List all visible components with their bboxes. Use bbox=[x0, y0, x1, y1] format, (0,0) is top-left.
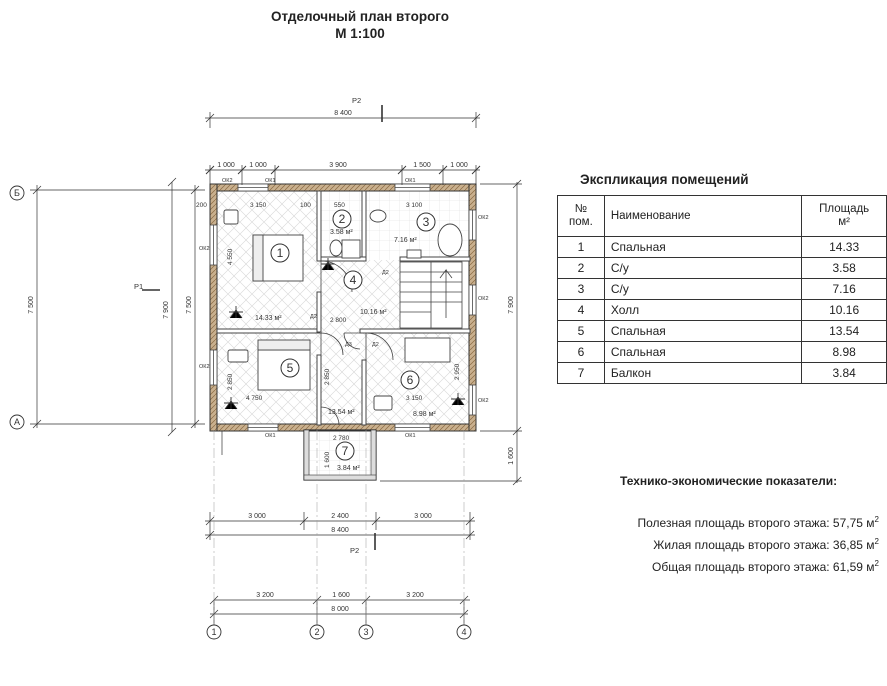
dim-text: 3 200 bbox=[406, 592, 424, 599]
inner-dim: 2 950 bbox=[454, 363, 461, 380]
table-row bbox=[558, 258, 887, 279]
chair-room-5 bbox=[228, 350, 248, 362]
inner-dim: 3 150 bbox=[250, 202, 267, 209]
shower-room-2 bbox=[342, 240, 360, 258]
inner-dim: 3 150 bbox=[406, 395, 423, 402]
toilet-room-2 bbox=[330, 240, 342, 256]
dim-text: 7 900 bbox=[163, 301, 170, 319]
room-number: 6 bbox=[406, 373, 414, 387]
plan-scale: М 1:100 bbox=[335, 26, 385, 41]
dim-text: 7 500 bbox=[28, 296, 35, 314]
dim-text: 1 000 bbox=[249, 162, 267, 169]
room-number: 5 bbox=[286, 361, 294, 375]
staircase bbox=[400, 262, 462, 328]
tep-label: Полезная площадь второго этажа: bbox=[637, 516, 830, 530]
tep-total-area bbox=[652, 559, 879, 574]
room-name: С/у bbox=[604, 279, 801, 300]
room-num: 6 bbox=[558, 342, 605, 363]
room-name: Балкон bbox=[604, 363, 801, 384]
table-row bbox=[558, 363, 887, 384]
inner-dim: 4 550 bbox=[227, 248, 234, 265]
window-mark: ОК1 bbox=[405, 178, 416, 184]
inner-dim: 100 bbox=[300, 202, 311, 209]
col-header-num: № пом. bbox=[558, 196, 605, 237]
room-area: 3.84 bbox=[802, 363, 887, 384]
explication-table bbox=[557, 195, 887, 384]
dim-text: 7 900 bbox=[508, 296, 515, 314]
chair-room-6 bbox=[374, 396, 392, 410]
table-row bbox=[558, 300, 887, 321]
inner-dim: 550 bbox=[334, 202, 345, 209]
col-header-name: Наименование bbox=[604, 196, 801, 237]
dim-text: 1 500 bbox=[413, 162, 431, 169]
room-num: 5 bbox=[558, 321, 605, 342]
room-number: 2 bbox=[338, 212, 346, 226]
room-number: 3 bbox=[422, 215, 430, 229]
section-mark-bottom: Р2 bbox=[350, 546, 360, 555]
area-label: 7.16 м² bbox=[394, 237, 417, 244]
table-row bbox=[558, 237, 887, 258]
room-number: 4 bbox=[349, 273, 357, 287]
door-mark: Д2 bbox=[372, 342, 379, 348]
axis-number: 3 bbox=[363, 627, 369, 637]
window-mark: ОК1 bbox=[265, 178, 276, 184]
area-label: 13.54 м² bbox=[328, 409, 355, 416]
door-mark: Д2 bbox=[310, 314, 317, 320]
tep-useful-area bbox=[638, 515, 880, 530]
tep-living-area bbox=[653, 537, 879, 552]
room-area: 8.98 bbox=[802, 342, 887, 363]
window-mark: ОК2 bbox=[199, 364, 210, 370]
axis-number: 1 bbox=[211, 627, 217, 637]
dim-text: 1 000 bbox=[450, 162, 468, 169]
tep-value: 61,59 м bbox=[832, 560, 875, 574]
bed-room-6 bbox=[405, 338, 450, 362]
dim-text: 3 200 bbox=[256, 592, 274, 599]
room-num: 4 bbox=[558, 300, 605, 321]
dim-text: 1 600 bbox=[508, 447, 515, 465]
window-mark: ОК1 bbox=[405, 433, 416, 439]
axis-letter: Б bbox=[14, 188, 20, 198]
dim-text: 8 400 bbox=[334, 110, 352, 117]
area-label: 8.98 м² bbox=[413, 411, 436, 418]
area-label: 10.16 м² bbox=[360, 309, 387, 316]
dim-text: 8 400 bbox=[331, 527, 349, 534]
window-mark: ОК2 bbox=[478, 296, 489, 302]
toilet-room-3 bbox=[370, 210, 386, 222]
dim-text: 1 000 bbox=[217, 162, 235, 169]
room-number: 7 bbox=[341, 444, 349, 458]
door-mark: Д2 bbox=[382, 270, 389, 276]
axis-number: 4 bbox=[461, 627, 467, 637]
inner-dim: 3 100 bbox=[406, 202, 423, 209]
room-area: 7.16 bbox=[802, 279, 887, 300]
dim-text: 3 900 bbox=[329, 162, 347, 169]
door-mark: Д3 bbox=[345, 342, 352, 348]
area-label: 3.58 м² bbox=[330, 229, 353, 236]
tep-value: 36,85 м bbox=[832, 538, 875, 552]
room-num: 7 bbox=[558, 363, 605, 384]
room-name: Спальная bbox=[604, 321, 801, 342]
chair-room-1 bbox=[224, 210, 238, 224]
dim-text: 3 000 bbox=[248, 513, 266, 520]
bathtub-room-3 bbox=[438, 224, 462, 256]
window-mark: ОК2 bbox=[478, 398, 489, 404]
table-row bbox=[558, 342, 887, 363]
window-mark: ОК1 bbox=[265, 433, 276, 439]
inner-dim: 2 800 bbox=[330, 317, 347, 324]
room-area: 14.33 bbox=[802, 237, 887, 258]
window-mark: ОК2 bbox=[222, 178, 233, 184]
tep-label: Жилая площадь второго этажа: bbox=[653, 538, 830, 552]
room-num: 3 bbox=[558, 279, 605, 300]
dim-text: 7 500 bbox=[186, 296, 193, 314]
dim-text: 1 600 bbox=[332, 592, 350, 599]
explication-title: Экспликация помещений bbox=[580, 172, 749, 187]
window-mark: ОК2 bbox=[478, 215, 489, 221]
room-name: С/у bbox=[604, 258, 801, 279]
area-label: 3.84 м² bbox=[337, 465, 360, 472]
dim-text: 3 000 bbox=[414, 513, 432, 520]
room-num: 1 bbox=[558, 237, 605, 258]
inner-dim: 2 850 bbox=[227, 373, 234, 390]
dim-text: 2 400 bbox=[331, 513, 349, 520]
room-number: 1 bbox=[276, 246, 284, 260]
dim-text: 8 000 bbox=[331, 606, 349, 613]
axis-number: 2 bbox=[314, 627, 320, 637]
sink-room-3 bbox=[407, 250, 421, 258]
inner-dim: 4 750 bbox=[246, 395, 263, 402]
tep-unit-power: 2 bbox=[874, 515, 879, 524]
room-area: 10.16 bbox=[802, 300, 887, 321]
table-row bbox=[558, 321, 887, 342]
section-mark-left: Р1 bbox=[134, 282, 144, 291]
inner-dim: 2 850 bbox=[324, 368, 331, 385]
tep-label: Общая площадь второго этажа: bbox=[652, 560, 830, 574]
inner-dim: 200 bbox=[196, 202, 207, 209]
room-area: 3.58 bbox=[802, 258, 887, 279]
col-header-area: Площадь м² bbox=[802, 196, 887, 237]
tep-unit-power: 2 bbox=[874, 537, 879, 546]
tep-title: Технико-экономические показатели: bbox=[620, 474, 838, 488]
axis-letter: А bbox=[13, 417, 21, 427]
tep-unit-power: 2 bbox=[874, 559, 879, 568]
room-name: Холл bbox=[604, 300, 801, 321]
inner-dim: 1 600 bbox=[324, 451, 331, 468]
tep-value: 57,75 м bbox=[832, 516, 875, 530]
room-num: 2 bbox=[558, 258, 605, 279]
room-name: Спальная bbox=[604, 342, 801, 363]
table-row bbox=[558, 279, 887, 300]
room-name: Спальная bbox=[604, 237, 801, 258]
room-area: 13.54 bbox=[802, 321, 887, 342]
section-mark-top: Р2 bbox=[352, 96, 362, 105]
area-label: 14.33 м² bbox=[255, 315, 282, 322]
inner-dim: 2 780 bbox=[333, 435, 350, 442]
plan-title: Отделочный план второго bbox=[270, 9, 450, 24]
window-mark: ОК2 bbox=[199, 246, 210, 252]
